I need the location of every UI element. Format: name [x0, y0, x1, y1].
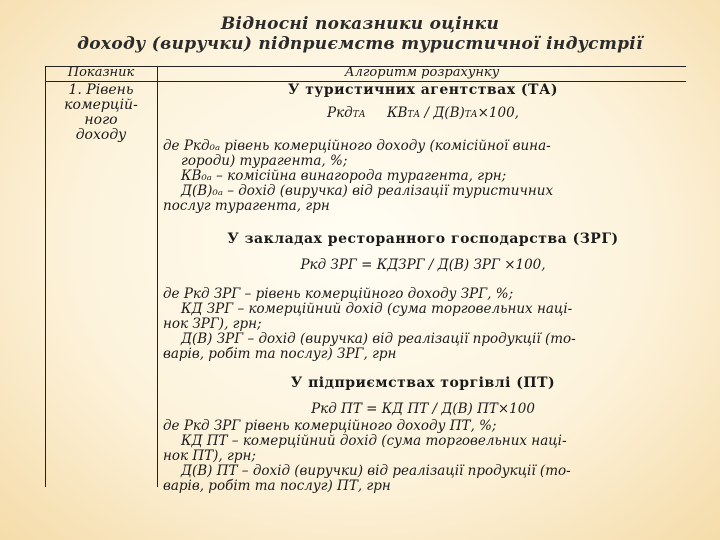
definition-line: Д(В) ПТ – дохід (виручки) від реалізації продукції (то- — [181, 463, 571, 479]
definition-line: КВ₀ₐ – комісійна винагорода турагента, грн; — [181, 168, 507, 184]
slide-title — [0, 14, 720, 54]
definition-line: городи) турагента, %; — [181, 153, 348, 169]
algorithm-cell — [163, 81, 683, 494]
table-header-row — [46, 67, 686, 82]
indicator-table — [45, 65, 686, 494]
definition-line: Д(В)₀ₐ – дохід (виручка) від реалізації туристичних — [181, 183, 554, 199]
definition-line: де Ркд₀ₐ рівень комерційного доходу (комісійної вина- — [163, 138, 551, 154]
definition-line: Д(В) ЗРГ – дохід (виручка) від реалізації продукції (то- — [181, 331, 576, 347]
title-line-2: доходу (виручки) підприємств туристичної індустрії — [77, 34, 643, 54]
indicator-line: ного — [84, 112, 118, 128]
indicator-cell — [46, 83, 156, 143]
definition-line: КД ЗРГ – комерційний дохід (сума торговельних наці- — [181, 301, 573, 317]
indicator-line: 1. Рівень — [68, 82, 134, 98]
definition-line: де Ркд ЗРГ – рівень комерційного доходу ЗРГ, %; — [163, 286, 514, 302]
indicator-line: комерцій- — [64, 97, 138, 113]
definition-line: нок ПТ), грн; — [163, 448, 256, 464]
formula-zrg: Ркд ЗРГ = КДЗРГ / Д(В) ЗРГ ×100, — [300, 257, 546, 273]
section-heading-pt: У підприємствах торгівлі (ПТ) — [290, 375, 556, 391]
section-heading-ta: У туристичних агентствах (ТА) — [288, 82, 558, 98]
column-divider — [157, 67, 158, 487]
indicator-line: доходу — [75, 127, 127, 143]
formula-ta: РкдТА КВТА / Д(В)ТА×100, — [327, 105, 519, 121]
definition-line: де Ркд ЗРГ рівень комерційного доходу ПТ, %; — [163, 418, 497, 434]
definition-line: варів, робіт та послуг) ПТ, грн — [163, 478, 391, 494]
definition-line: варів, робіт та послуг) ЗРГ, грн — [163, 346, 397, 362]
formula-pt: Ркд ПТ = КД ПТ / Д(В) ПТ×100 — [311, 401, 535, 417]
header-algorithm: Алгоритм розрахунку — [344, 65, 500, 80]
section-heading-zrg: У закладах ресторанного господарства (ЗРГ) — [227, 231, 619, 247]
definition-line: послуг турагента, грн — [163, 198, 330, 214]
definition-line: КД ПТ – комерційний дохід (сума торговельних наці- — [181, 433, 567, 449]
definition-line: нок ЗРГ), грн; — [163, 316, 262, 332]
header-indicator: Показник — [67, 65, 135, 80]
title-line-1: Відносні показники оцінки — [220, 14, 500, 34]
